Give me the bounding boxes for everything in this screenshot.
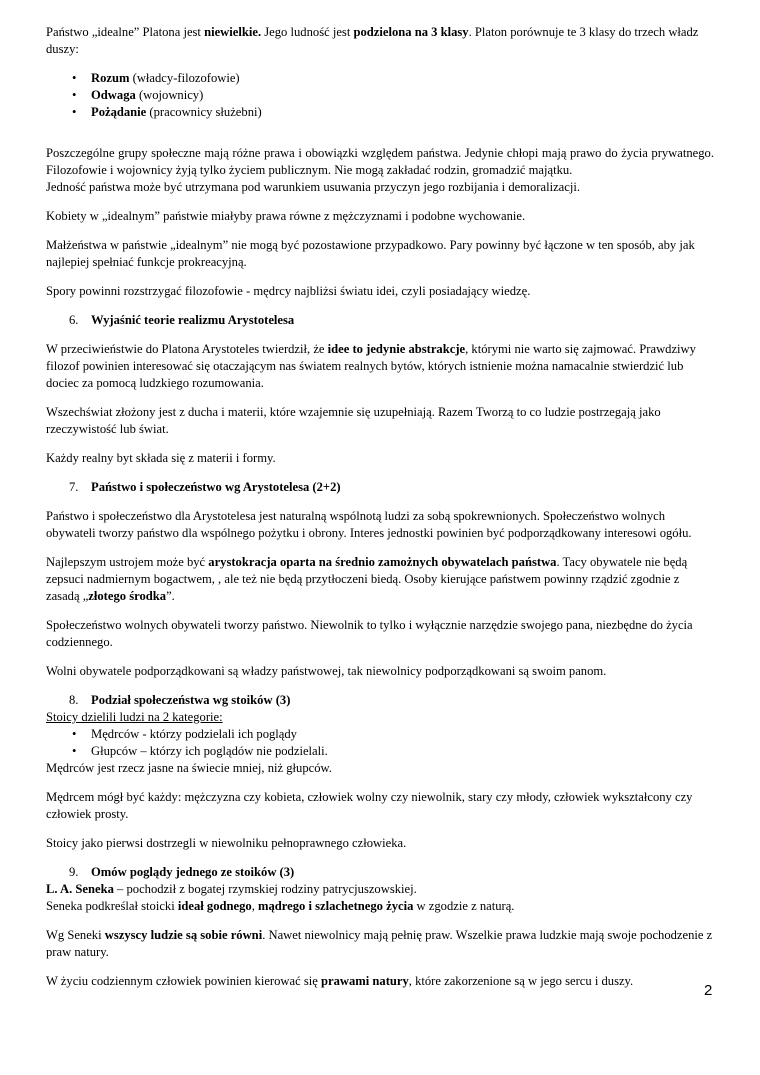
marriage-paragraph: Małżeństwa w państwie „idealnym” nie mogą być pozostawione przypadkowo. Pary powinny być łączone w ten sposób, aby jak najlepiej spełniać funkcje prokreacyjną. <box>46 238 695 269</box>
s7-paragraph-3: Społeczeństwo wolnych obywateli tworzy państwo. Niewolnik to tylko i wyłącznie narzędzie swojego pana, niezbędne do życia codziennego. <box>46 618 693 649</box>
s7-paragraph-1: Państwo i społeczeństwo dla Arystotelesa jest naturalną wspólnotą ludzi za sobą spokrewnionych. Społeczeństwo wolnych obywateli tworzy państwo dla wspólnego pożytku i obrony. Interes jednostki powinien być podporządkowany interesowi ogółu. <box>46 509 692 540</box>
rights-text-2: Jedność państwa może być utrzymana pod warunkiem usuwania przyczyn jego rozbijania i demoralizacji. <box>46 180 580 194</box>
s9-paragraph-2 <box>46 927 714 961</box>
section-title: Wyjaśnić teorie realizmu Arystotelesa <box>91 313 295 327</box>
s9-p3-a: W życiu codziennym człowiek powinien kierować się <box>46 974 321 988</box>
s7-bold-aristocracy: arystokracja oparta na średnio zamożnych obywatelach państwa <box>208 555 557 569</box>
bullet-icon: • <box>72 727 77 741</box>
s7-bold-golden-mean: złotego środka <box>88 589 167 603</box>
s9-p3-c: , które zakorzenione są w jego sercu i duszy. <box>408 974 634 988</box>
s9-p3-bold: prawami natury <box>320 974 409 988</box>
s6-paragraph-2: Wszechświat złożony jest z ducha i materii, które wzajemnie się uzupełniają. Razem Tworzą to co ludzie postrzegają jako rzeczywistość lub świat. <box>46 405 661 436</box>
s8-lead: Stoicy dzielili ludzi na 2 kategorie: <box>46 710 223 724</box>
s6-paragraph-3: Każdy realny byt składa się z materii i formy. <box>46 451 276 465</box>
section-7-heading <box>46 479 714 496</box>
s7-text-e: ”. <box>166 589 175 603</box>
list-item <box>46 726 714 743</box>
s9-text-a: Seneka podkreślał stoicki <box>46 899 178 913</box>
s6-paragraph-1 <box>46 341 714 392</box>
s9-text-e: w zgodzie z naturą. <box>413 899 515 913</box>
s6-text-a: W przeciwieństwie do Platona Arystoteles twierdził, że <box>46 342 328 356</box>
page-number: 2 <box>704 982 713 999</box>
class-name: Pożądanie <box>91 105 147 119</box>
s9-bold-2: mądrego i szlachetnego życia <box>257 899 414 913</box>
section-8-heading <box>46 692 714 709</box>
intro-bold-classes: podzielona na 3 klasy <box>353 25 469 39</box>
document-page <box>46 24 714 1002</box>
intro-text-c: Jego ludność jest <box>261 25 354 39</box>
list-item <box>46 104 714 121</box>
s9-line-1 <box>46 881 714 898</box>
s8-after: Mędrców jest rzecz jasne na świecie mniej, niż głupców. <box>46 761 332 775</box>
intro-bold-small: niewielkie. <box>204 25 262 39</box>
section-9-heading <box>46 864 714 881</box>
s9-comma: , <box>251 899 258 913</box>
disputes-paragraph: Spory powinni rozstrzygać filozofowie - mędrcy najbliżsi światu idei, czyli posiadający wiedzę. <box>46 284 531 298</box>
s8-paragraph-2: Mędrcem mógł być każdy: mężczyzna czy kobieta, człowiek wolny czy niewolnik, stary czy młody, człowiek wykształcony czy człowiek prosty. <box>46 790 693 821</box>
list-item <box>46 743 714 760</box>
list-item <box>46 87 714 104</box>
section-title: Podział społeczeństwa wg stoików (3) <box>91 693 291 707</box>
category-text: Mędrców - którzy podzielali ich poglądy <box>91 727 297 741</box>
section-number: 6. <box>69 313 79 327</box>
section-title: Omów poglądy jednego ze stoików (3) <box>91 865 295 879</box>
s7-text-c: . Tacy obywatele nie będą zepsuci nadmiernym bogactwem, , ale też nie będą przytłoczeni biedą. Osoby kierujące państwem powinny rządzić zgodnie z zasadą „ <box>46 555 688 603</box>
women-paragraph: Kobiety w „idealnym” państwie miałyby prawa równe z mężczyznami i podobne wychowanie. <box>46 209 526 223</box>
s9-p2-a: Wg Seneki <box>46 928 105 942</box>
bullet-icon: • <box>72 88 77 102</box>
rights-paragraph <box>46 145 714 196</box>
intro-paragraph <box>46 24 714 58</box>
class-name: Rozum <box>91 71 130 85</box>
s9-line-2 <box>46 898 714 915</box>
intro-text-e: . Platon porównuje te 3 klasy do trzech władz duszy: <box>46 25 699 56</box>
stoic-categories-list <box>46 726 714 760</box>
s7-paragraph-4: Wolni obywatele podporządkowani są władzy państwowej, tak niewolnicy podporządkowani są swoim panom. <box>46 664 607 678</box>
s9-bold-1: ideał godnego <box>177 899 252 913</box>
section-number: 8. <box>69 693 79 707</box>
intro-text-a: Państwo „idealne” Platona jest <box>46 25 205 39</box>
bullet-icon: • <box>72 744 77 758</box>
s6-text-c: , którymi nie warto się zajmować. Prawdziwy filozof powinien interesować się otaczającym nas światem realnych bytów, których istnienie można namacalnie stwierdzić lub dociec za pomocą ludzkiego rozumowania. <box>46 342 696 390</box>
class-name: Odwaga <box>91 88 136 102</box>
section-number: 9. <box>69 865 79 879</box>
section-number: 7. <box>69 480 79 494</box>
s9-p2-bold: wszyscy ludzie są sobie równi <box>104 928 263 942</box>
rights-text-1: Poszczególne grupy społeczne mają różne prawa i obowiązki względem państwa. Jedynie chłopi mają prawo do życia prywatnego. Filozofowie i wojownicy żyją tylko życiem publicznym. Nie mogą zakładać rodzin, gromadzić majątku. <box>46 146 714 177</box>
seneca-name: L. A. Seneka <box>46 882 114 896</box>
s7-text-a: Najlepszym ustrojem może być <box>46 555 209 569</box>
s8-paragraph-3: Stoicy jako pierwsi dostrzegli w niewolniku pełnoprawnego człowieka. <box>46 836 407 850</box>
s6-bold: idee to jedynie abstrakcje <box>327 342 466 356</box>
s9-paragraph-3 <box>46 973 714 990</box>
class-desc: (wojownicy) <box>135 88 204 102</box>
list-item <box>46 70 714 87</box>
class-desc: (władcy-filozofowie) <box>129 71 240 85</box>
category-text: Głupców – którzy ich poglądów nie podzielali. <box>91 744 328 758</box>
s9-text-b: – pochodził z bogatej rzymskiej rodziny patrycjuszowskiej. <box>113 882 417 896</box>
classes-list <box>46 70 714 121</box>
bullet-icon: • <box>72 71 77 85</box>
section-6-heading <box>46 312 714 329</box>
s9-p2-c: . Nawet niewolnicy mają pełnię praw. Wszelkie prawa ludzkie mają swoje pochodzenie z praw natury. <box>46 928 713 959</box>
bullet-icon: • <box>72 105 77 119</box>
class-desc: (pracownicy służebni) <box>146 105 262 119</box>
s7-paragraph-2 <box>46 554 714 605</box>
section-title: Państwo i społeczeństwo wg Arystotelesa (2+2) <box>91 480 341 494</box>
